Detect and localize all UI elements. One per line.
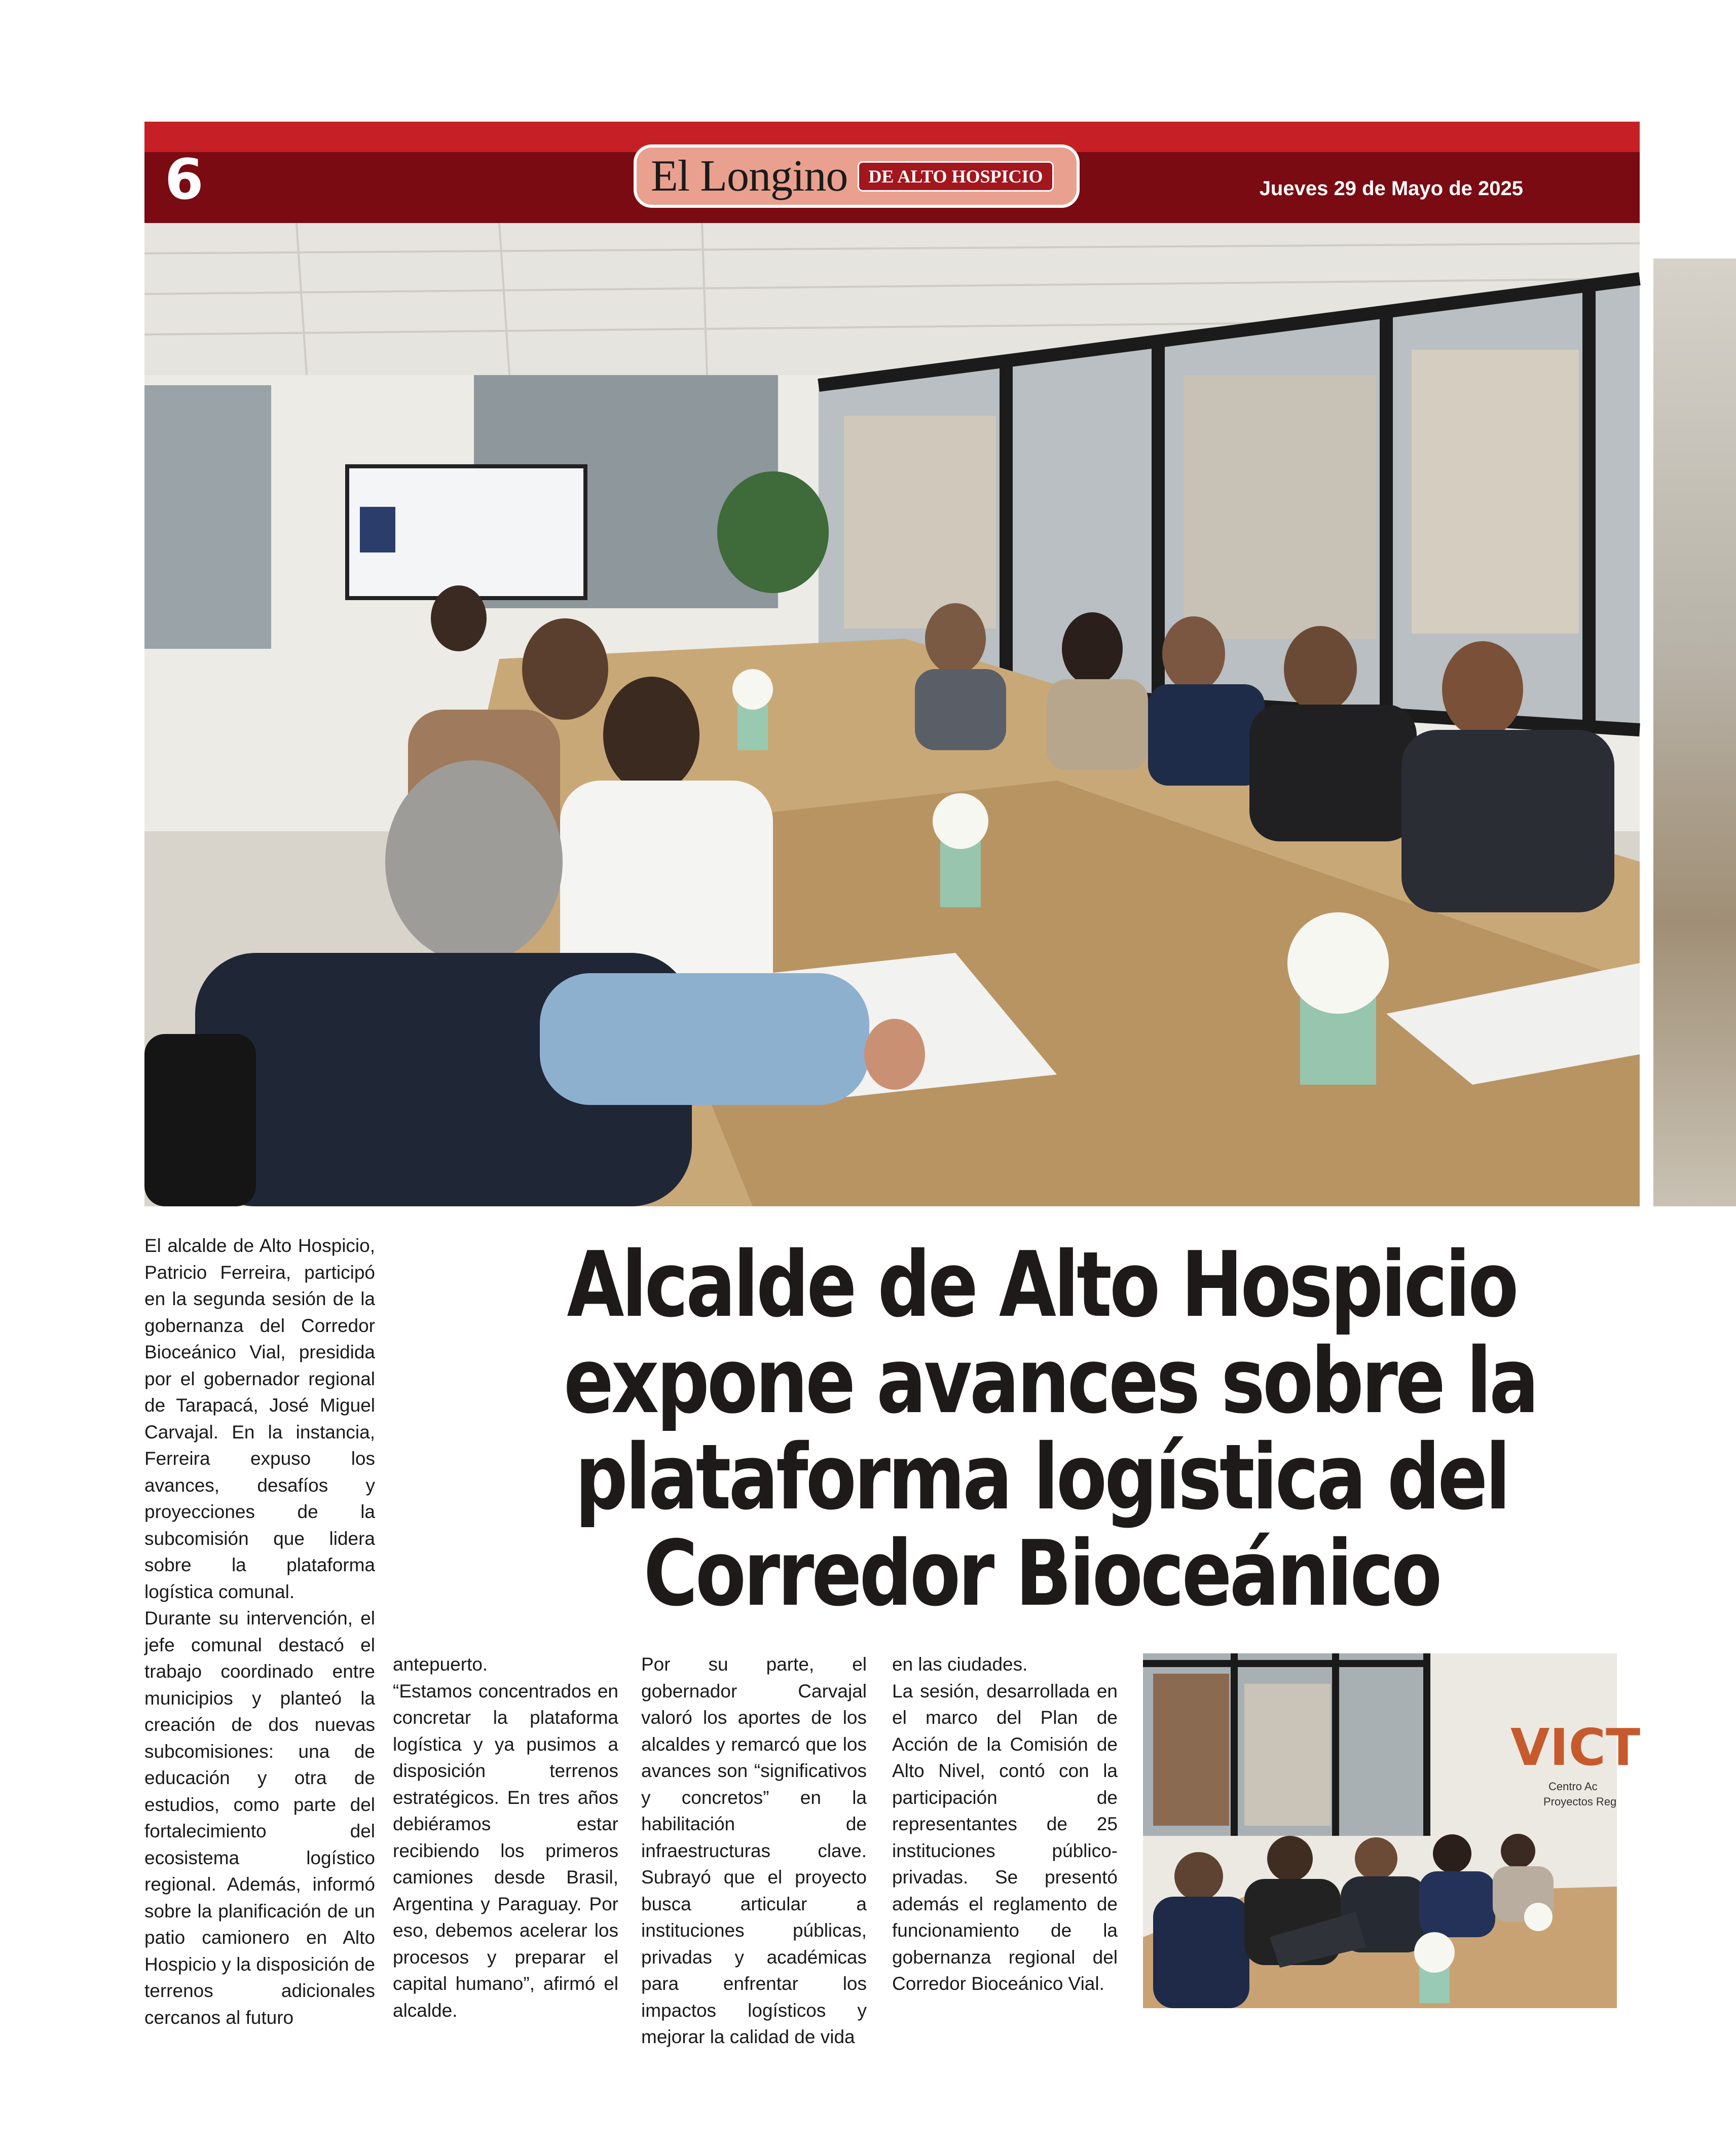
column-1-paragraph-2: Durante su intervención, el jefe comunal destacó el trabajo coordinado entre municipios y planteó la creación de dos nuevas subcomisiones: una de educación y otra de estudios, como parte del fortalecimiento del ecosistema logístico regional. Además, informó sobre la planificación de un patio camionero en Alto Hospicio y la disposición de terrenos adicionales cercanos al futuro: [144, 1608, 375, 2028]
main-photo-illustration: [144, 223, 1640, 1206]
column-4-paragraph-1: en las ciudades.: [892, 1654, 1028, 1675]
wall-subtext-2: Proyectos Reg: [1543, 1795, 1617, 1808]
headline-line-3: plataforma logística del: [575, 1425, 1508, 1530]
headline-line-1: Alcalde de Alto Hospicio: [567, 1232, 1517, 1337]
column-3-paragraph-1: Por su parte, el gobernador Carvajal valoró los aportes de los alcaldes y remarcó que los avances son “significativos y concretos” en la habilitación de infraestructuras clave. Subrayó que el proyecto busca articular a instituciones públicas, privadas y académicas para enfrentar los impactos logísticos y mejorar la calidad de vida: [641, 1654, 867, 2047]
issue-date: Jueves 29 de Mayo de 2025: [1259, 177, 1523, 200]
masthead-logo: [634, 144, 1080, 208]
wall-lettering: VICT: [1510, 1718, 1641, 1777]
masthead-subtitle: DE ALTO HOSPICIO: [858, 161, 1053, 192]
article-column-2: [393, 1651, 618, 2024]
article-headline: [564, 1232, 1537, 1626]
column-2-paragraph-1: antepuerto.: [393, 1654, 488, 1675]
column-4-paragraph-2: La sesión, desarrollada en el marco del Plan de Acción de la Comisión de Alto Nivel, contó con la participación de representantes de 25 instituciones público-privadas. Se presentó además el reglamento de funcionamiento de la gobernanza regional del Corredor Bioceánico Vial.: [892, 1680, 1118, 1994]
article-column-3: [641, 1651, 867, 2051]
masthead-title: El Longino: [651, 152, 848, 201]
headline-line-2: expone avances sobre la: [564, 1328, 1537, 1433]
page-number: 6: [165, 147, 204, 212]
side-photo-strip: [1653, 258, 1736, 1206]
secondary-photo-meeting: [1143, 1653, 1641, 2008]
column-2-paragraph-2: “Estamos concentrados en concretar la plataforma logística y ya pusimos a disposición terrenos estratégicos. En tres años debiéramos estar recibiendo los primeros camiones desde Brasil, Argentina y Paraguay. Por eso, debemos acelerar los procesos y preparar el capital humano”, afirmó el alcalde.: [393, 1680, 618, 2021]
article-column-4: [892, 1651, 1118, 1998]
article-column-1: [144, 1233, 375, 2031]
column-1-paragraph-1: El alcalde de Alto Hospicio, Patricio Ferreira, participó en la segunda sesión de la gobernanza del Corredor Bioceánico Vial, presidida por el gobernador regional de Tarapacá, José Miguel Carvajal. En la instancia, Ferreira expuso los avances, desafíos y proyecciones de la subcomisión que lidera sobre la plataforma logística comunal.: [144, 1235, 375, 1602]
main-photo-meeting: [144, 223, 1640, 1206]
wall-subtext-1: Centro Ac: [1548, 1780, 1598, 1793]
headline-line-4: Corredor Bioceánico: [643, 1521, 1440, 1626]
secondary-photo-illustration: [1143, 1653, 1641, 2008]
